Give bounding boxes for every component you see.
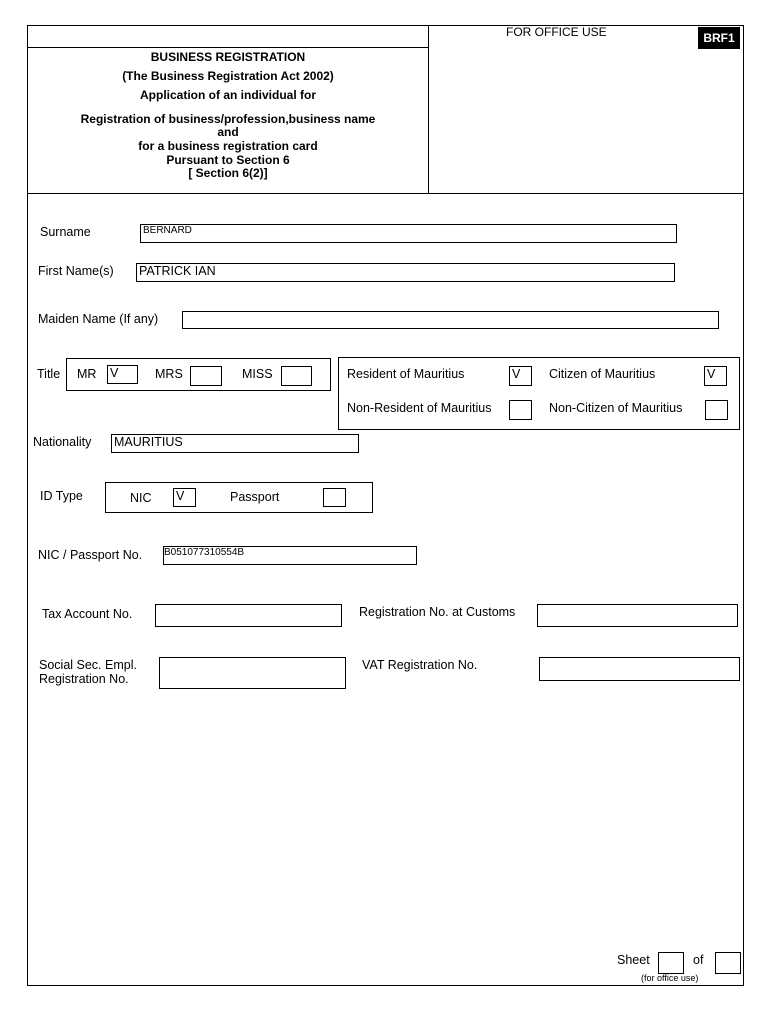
office-use-label: FOR OFFICE USE	[506, 25, 607, 39]
title-mrs-label: MRS	[155, 367, 183, 381]
surname-label: Surname	[40, 225, 91, 239]
form-purpose-line3: for a business registration card	[138, 139, 318, 153]
maiden-name-field[interactable]	[182, 311, 719, 329]
id-type-nic-label: NIC	[130, 491, 152, 505]
form-application: Application of an individual for	[140, 88, 316, 102]
id-type-label: ID Type	[40, 489, 83, 503]
non-resident-checkbox[interactable]	[509, 400, 532, 420]
nic-passport-label: NIC / Passport No.	[38, 548, 143, 562]
tax-account-field[interactable]	[155, 604, 342, 627]
form-code-badge: BRF1	[698, 27, 740, 49]
title-mr-checkbox[interactable]: V	[107, 365, 138, 384]
id-type-nic-checkbox[interactable]: V	[173, 488, 196, 507]
maiden-name-label: Maiden Name (If any)	[38, 312, 159, 326]
header-divider-left	[27, 47, 429, 48]
title-miss-checkbox[interactable]	[281, 366, 312, 386]
social-sec-field[interactable]	[159, 657, 346, 689]
surname-field[interactable]: BERNARD	[140, 224, 677, 243]
customs-reg-label: Registration No. at Customs	[359, 605, 516, 619]
sheet-label: Sheet	[617, 953, 650, 967]
vat-reg-label: VAT Registration No.	[362, 658, 478, 672]
citizen-checkbox[interactable]: V	[704, 366, 727, 386]
id-type-passport-label: Passport	[230, 490, 280, 504]
nationality-label: Nationality	[33, 435, 92, 449]
title-label: Title	[37, 367, 61, 381]
form-act: (The Business Registration Act 2002)	[122, 69, 334, 83]
customs-reg-field[interactable]	[537, 604, 738, 627]
header-vertical-divider	[428, 25, 429, 194]
header-bottom-divider	[27, 193, 744, 194]
sheet-number-box[interactable]	[658, 952, 684, 974]
social-sec-label-line1: Social Sec. Empl.	[39, 658, 137, 672]
nationality-field[interactable]: MAURITIUS	[111, 434, 359, 453]
nic-passport-field[interactable]: B051077310554B	[163, 546, 417, 565]
form-title: BUSINESS REGISTRATION	[150, 50, 306, 64]
non-resident-label: Non-Resident of Mauritius	[347, 401, 492, 415]
of-label: of	[693, 953, 704, 967]
first-names-field[interactable]: PATRICK IAN	[136, 263, 675, 282]
non-citizen-label: Non-Citizen of Mauritius	[549, 401, 683, 415]
social-sec-label-line2: Registration No.	[39, 672, 129, 686]
form-purpose-line4: Pursuant to Section 6	[166, 153, 290, 167]
title-mr-label: MR	[77, 367, 97, 381]
resident-label: Resident of Mauritius	[347, 367, 465, 381]
office-use-note: (for office use)	[641, 973, 699, 983]
sheet-total-box[interactable]	[715, 952, 741, 974]
first-names-label: First Name(s)	[38, 264, 114, 278]
title-miss-label: MISS	[242, 367, 273, 381]
non-citizen-checkbox[interactable]	[705, 400, 728, 420]
tax-account-label: Tax Account No.	[42, 607, 133, 621]
id-type-passport-checkbox[interactable]	[323, 488, 346, 507]
citizen-label: Citizen of Mauritius	[549, 367, 656, 381]
resident-checkbox[interactable]: V	[509, 366, 532, 386]
vat-reg-field[interactable]	[539, 657, 740, 681]
form-purpose-line2: and	[217, 125, 239, 139]
form-purpose-line5: [ Section 6(2)]	[188, 166, 268, 180]
title-mrs-checkbox[interactable]	[190, 366, 222, 386]
form-purpose-line1: Registration of business/profession,business name	[80, 112, 376, 126]
